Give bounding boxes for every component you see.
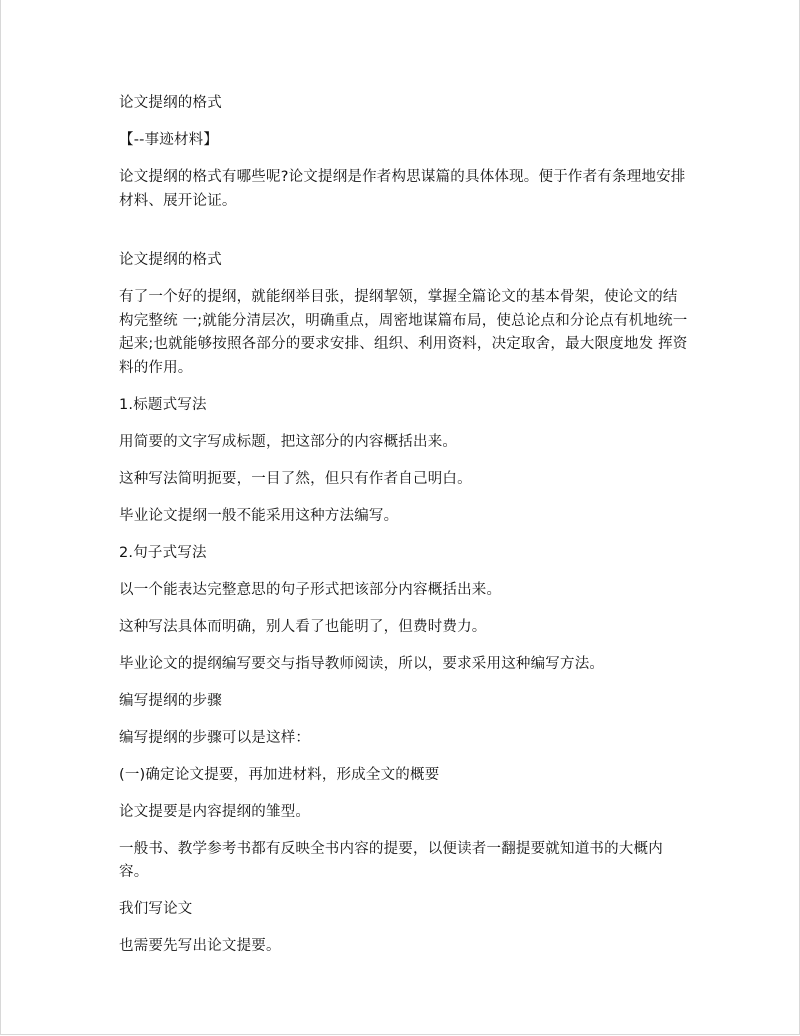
body-paragraph: 论文提要是内容提纲的雏型。 [119,804,311,820]
steps-heading: 编写提纲的步骤 [119,693,222,709]
body-paragraph: 这种写法具体而明确，别人看了也能明了，但费时费力。 [119,619,487,635]
body-paragraph: 这种写法简明扼要，一目了然，但只有作者自己明白。 [119,471,472,487]
body-paragraph: 编写提纲的步骤可以是这样： [119,730,311,746]
intro-paragraph: 论文提纲的格式有哪些呢?论文提纲是作者构思谋篇的具体体现。便于作者有条理地安排材料、展开论证。 [119,169,686,209]
document-body [119,92,689,958]
doc-title: 论文提纲的格式 [119,95,222,111]
body-paragraph: 以一个能表达完整意思的句子形式把该部分内容概括出来。 [119,582,502,598]
method-heading-title-style: 1.标题式写法 [119,397,207,413]
body-paragraph: 毕业论文提纲一般不能采用这种方法编写。 [119,508,399,524]
section-heading: 论文提纲的格式 [119,252,222,268]
body-paragraph: 我们写论文 [119,901,193,917]
body-paragraph: 毕业论文的提纲编写要交与指导教师阅读，所以，要求采用这种编写方法。 [119,656,605,672]
body-paragraph: 有了一个好的提纲，就能纲举目张，提纲挈领，掌握全篇论文的基本骨架，使论文的结构完整统 一;就能分清层次，明确重点，周密地谋篇布局，使总论点和分论点有机地统一起来;也就能够按照各部分的要求安排、组织、利用资料，决定取舍，最大限度地发 挥资料的作用。 [119,289,688,376]
doc-category: 【--事迹材料】 [119,132,219,148]
body-paragraph: 也需要先写出论文提要。 [119,938,281,954]
body-paragraph: 一般书、教学参考书都有反映全书内容的提要，以便读者一翻提要就知道书的大概内容。 [119,841,663,880]
method-heading-sentence-style: 2.句子式写法 [119,545,207,561]
step-one-heading: (一)确定论文提要，再加进材料，形成全文的概要 [119,767,440,783]
body-paragraph: 用简要的文字写成标题，把这部分的内容概括出来。 [119,434,458,450]
